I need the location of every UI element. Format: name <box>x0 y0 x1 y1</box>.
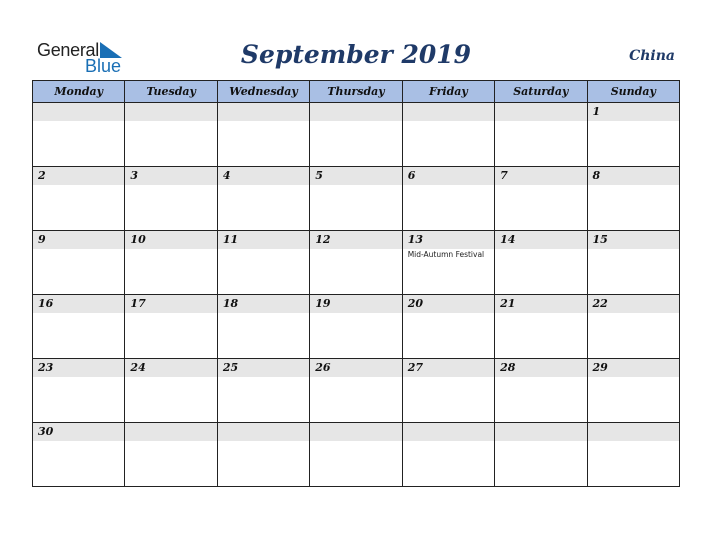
day-number: 14 <box>495 231 586 249</box>
day-number: 12 <box>310 231 401 249</box>
day-number: 1 <box>588 103 679 121</box>
day-cell <box>125 103 217 167</box>
calendar-body <box>33 103 680 487</box>
day-number: 6 <box>403 167 494 185</box>
day-cell <box>33 167 125 231</box>
day-cell <box>587 103 679 167</box>
day-number: 22 <box>588 295 679 313</box>
day-number: 27 <box>403 359 494 377</box>
day-number: 17 <box>125 295 216 313</box>
day-cell <box>495 231 587 295</box>
day-number: 8 <box>588 167 679 185</box>
day-cell <box>33 423 125 487</box>
day-number: 5 <box>310 167 401 185</box>
day-cell <box>310 359 402 423</box>
day-number <box>125 103 216 121</box>
day-cell <box>495 167 587 231</box>
day-cell <box>402 231 494 295</box>
day-number: 19 <box>310 295 401 313</box>
day-cell <box>125 359 217 423</box>
day-number: 21 <box>495 295 586 313</box>
weekday-header: Monday <box>33 81 125 103</box>
day-cell <box>310 295 402 359</box>
day-cell <box>495 423 587 487</box>
day-number <box>310 103 401 121</box>
day-cell <box>217 167 309 231</box>
day-cell <box>402 423 494 487</box>
day-number: 4 <box>218 167 309 185</box>
day-number: 20 <box>403 295 494 313</box>
logo-text-blue: Blue <box>85 56 122 76</box>
week-row <box>33 103 680 167</box>
country-label: China <box>629 48 675 64</box>
day-number <box>495 423 586 441</box>
day-number <box>125 423 216 441</box>
day-number <box>218 423 309 441</box>
day-number: 25 <box>218 359 309 377</box>
day-cell <box>217 231 309 295</box>
day-cell <box>310 167 402 231</box>
day-number: 11 <box>218 231 309 249</box>
day-number: 3 <box>125 167 216 185</box>
day-cell <box>587 231 679 295</box>
day-number <box>403 423 494 441</box>
weekday-header: Wednesday <box>217 81 309 103</box>
day-cell <box>33 295 125 359</box>
day-number <box>588 423 679 441</box>
day-number: 30 <box>33 423 124 441</box>
day-cell <box>125 423 217 487</box>
weekday-header: Thursday <box>310 81 402 103</box>
day-cell <box>402 103 494 167</box>
day-cell <box>33 103 125 167</box>
day-number: 7 <box>495 167 586 185</box>
day-cell <box>217 359 309 423</box>
day-cell <box>402 295 494 359</box>
day-number: 16 <box>33 295 124 313</box>
weekday-header: Saturday <box>495 81 587 103</box>
day-cell <box>217 423 309 487</box>
day-number: 23 <box>33 359 124 377</box>
day-number: 18 <box>218 295 309 313</box>
day-cell <box>33 231 125 295</box>
weekday-header: Sunday <box>587 81 679 103</box>
logo-text-general: General <box>37 40 99 60</box>
day-number: 26 <box>310 359 401 377</box>
week-row <box>33 359 680 423</box>
day-number: 9 <box>33 231 124 249</box>
day-number <box>218 103 309 121</box>
day-cell <box>587 359 679 423</box>
day-number: 24 <box>125 359 216 377</box>
day-cell <box>310 103 402 167</box>
week-row <box>33 167 680 231</box>
week-row <box>33 295 680 359</box>
day-number: 2 <box>33 167 124 185</box>
day-number: 28 <box>495 359 586 377</box>
day-number: 13 <box>403 231 494 249</box>
weekday-header: Tuesday <box>125 81 217 103</box>
day-cell <box>125 231 217 295</box>
weekday-header: Friday <box>402 81 494 103</box>
day-cell <box>587 423 679 487</box>
day-number <box>310 423 401 441</box>
day-number <box>33 103 124 121</box>
day-number <box>403 103 494 121</box>
weekday-header-row <box>33 81 680 103</box>
week-row <box>33 231 680 295</box>
day-cell <box>125 167 217 231</box>
week-row <box>33 423 680 487</box>
day-cell <box>217 103 309 167</box>
day-number <box>495 103 586 121</box>
day-cell <box>402 359 494 423</box>
holiday-label: Mid-Autumn Festival <box>407 250 485 259</box>
day-cell <box>495 103 587 167</box>
day-cell <box>495 359 587 423</box>
day-cell <box>125 295 217 359</box>
day-cell <box>402 167 494 231</box>
day-cell <box>310 231 402 295</box>
calendar-grid <box>32 80 680 487</box>
day-cell <box>310 423 402 487</box>
day-number: 15 <box>588 231 679 249</box>
day-number: 10 <box>125 231 216 249</box>
day-cell <box>495 295 587 359</box>
calendar-title: September 2019 <box>240 40 472 69</box>
day-cell <box>217 295 309 359</box>
day-cell <box>587 167 679 231</box>
day-number: 29 <box>588 359 679 377</box>
day-cell <box>587 295 679 359</box>
day-cell <box>33 359 125 423</box>
